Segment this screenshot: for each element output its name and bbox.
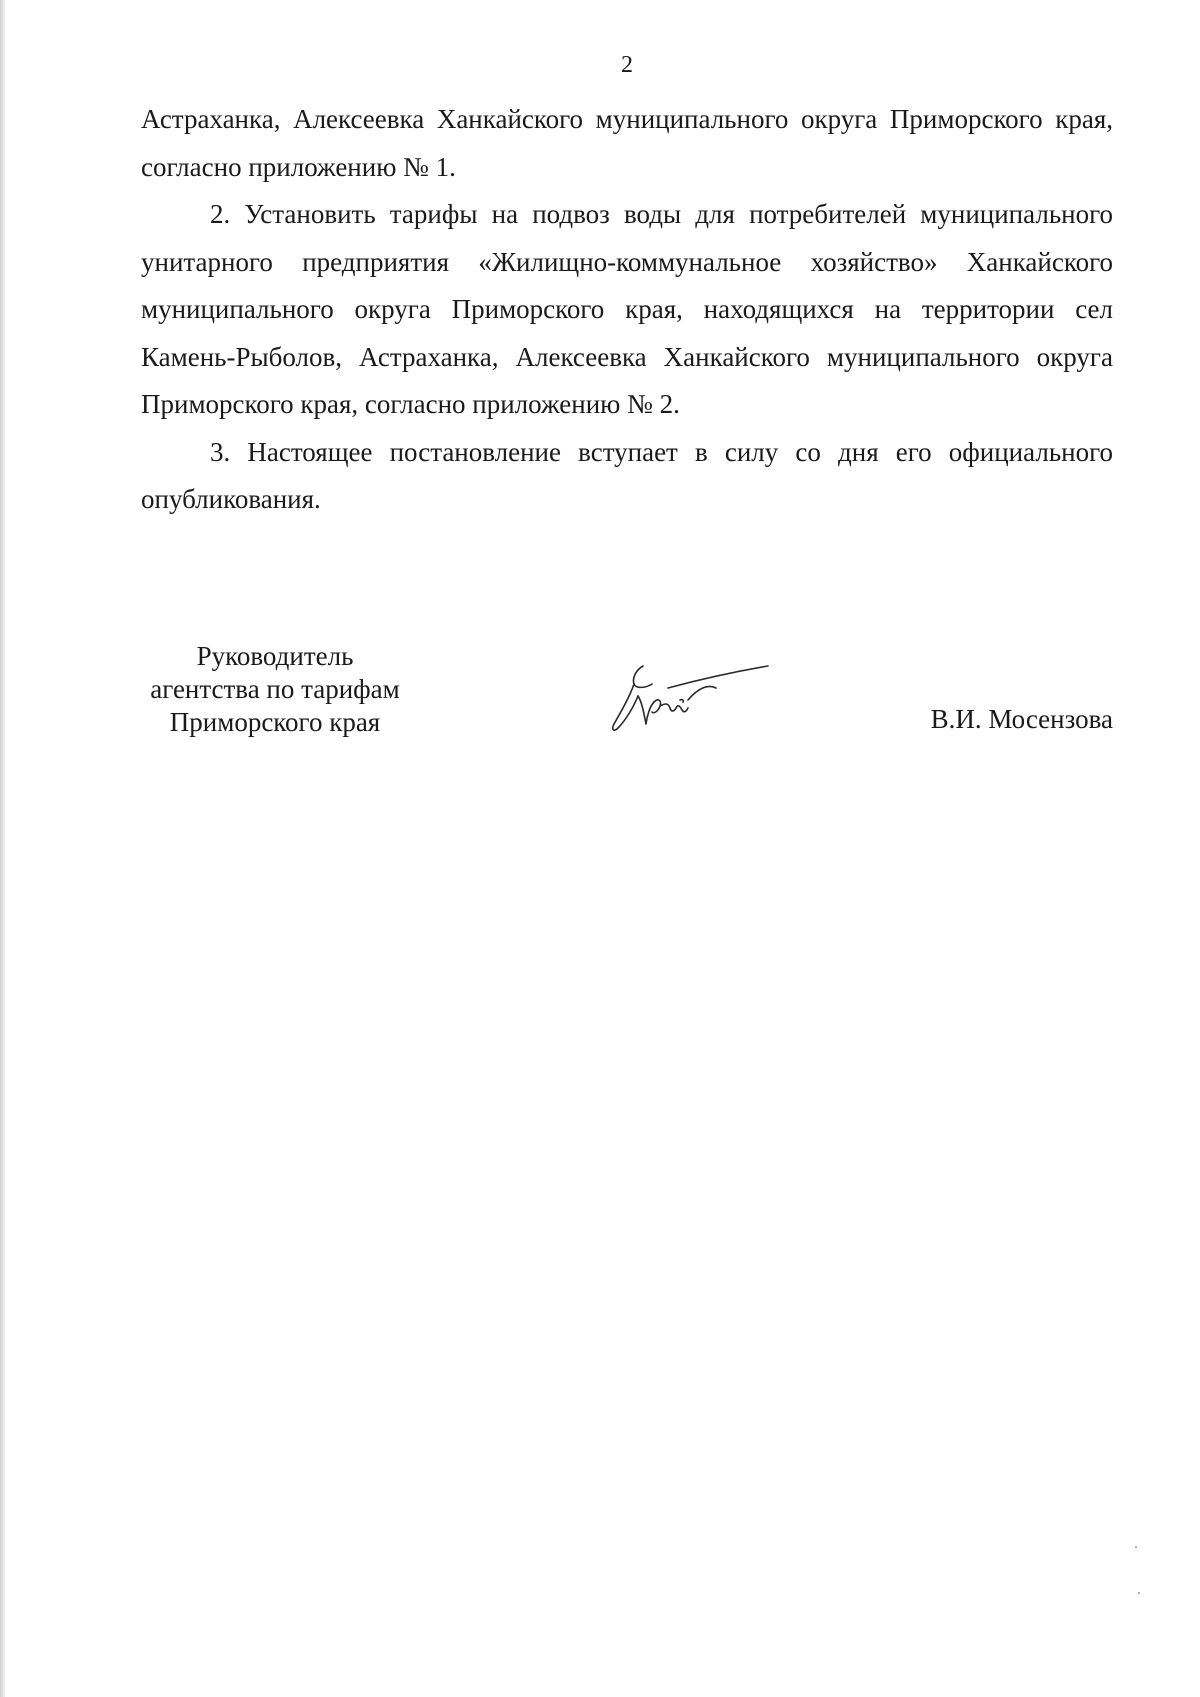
signatory-position-line: Приморского края <box>169 707 381 737</box>
paragraph-item-3: 3. Настоящее постановление вступает в силу со дня его официального опубликования. <box>141 436 1113 514</box>
signatory-position-line: Руководитель <box>196 641 354 671</box>
document-body <box>141 96 1113 524</box>
scan-speck <box>1135 1546 1137 1548</box>
scan-speck <box>1138 1592 1140 1594</box>
handwritten-signature <box>608 658 778 743</box>
signatory-name: В.И. Мосензова <box>930 704 1113 734</box>
scan-edge-shadow <box>0 0 5 1697</box>
paragraph-item-2: 2. Установить тарифы на подвоз воды для потребителей муниципального унитарного предприятия «Жилищно-коммунальное хозяйство» Ханкайского муниципального округа Приморского края, находящихся на территории сел Камень-Рыболов, Астраханка, Алексеевка Ханкайского муниципального округа Приморского края, согласно приложению № 2. <box>141 199 1113 419</box>
paragraph-continuation: Астраханка, Алексеевка Ханкайского муниципального округа Приморского края, согласно приложению № 1. <box>141 104 1113 182</box>
page-number: 2 <box>621 52 633 78</box>
signatory-position-line: агентства по тарифам <box>150 674 400 704</box>
signatory-position <box>125 640 425 739</box>
